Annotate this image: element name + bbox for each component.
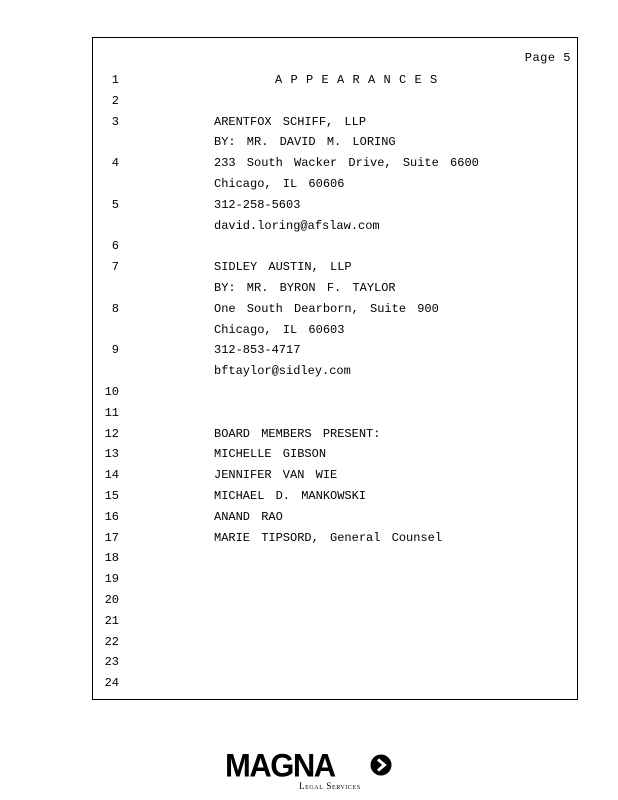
line-number: 24: [104, 676, 119, 691]
line-number: 17: [104, 530, 119, 545]
line-number: 20: [104, 592, 119, 607]
magna-logo: [225, 748, 405, 794]
transcript-line: [93, 528, 577, 549]
transcript-line: [93, 382, 577, 403]
appearances-heading: APPEARANCES: [275, 73, 446, 87]
transcript-line: [93, 403, 577, 424]
line-number: 12: [104, 426, 119, 441]
line-text: JENNIFER VAN WIE: [214, 468, 338, 483]
transcript-line: [93, 590, 577, 611]
transcript-line: [93, 569, 577, 590]
line-number: 22: [104, 634, 119, 649]
transcript-line: [93, 153, 577, 174]
line-text: MICHELLE GIBSON: [214, 447, 327, 462]
transcript-line: [93, 278, 577, 299]
transcript-line: [93, 611, 577, 632]
transcript-line: [93, 174, 577, 195]
transcript-line: [93, 548, 577, 569]
line-number: 15: [104, 488, 119, 503]
line-text: SIDLEY AUSTIN, LLP: [214, 260, 352, 275]
transcript-line: [93, 444, 577, 465]
line-number: 6: [111, 239, 119, 254]
transcript-line: [93, 132, 577, 153]
line-text: BY: MR. BYRON F. TAYLOR: [214, 280, 396, 295]
line-text: One South Dearborn, Suite 900: [214, 301, 439, 316]
page-number: Page 5: [524, 51, 571, 65]
transcript-line: [93, 112, 577, 133]
line-number: 2: [111, 93, 119, 108]
line-text: BOARD MEMBERS PRESENT:: [214, 426, 381, 441]
transcript-line: [93, 673, 577, 694]
transcript-line: [93, 486, 577, 507]
line-text: 312-853-4717: [214, 343, 301, 358]
transcript-line: [93, 465, 577, 486]
transcript-line: [93, 320, 577, 341]
line-number: 3: [111, 114, 119, 129]
transcript-line: [93, 361, 577, 382]
transcript-line: [93, 299, 577, 320]
arrow-circle-icon: [370, 754, 392, 776]
line-text: Chicago, IL 60603: [214, 322, 345, 337]
line-number: 9: [111, 343, 119, 358]
line-text: MARIE TIPSORD, General Counsel: [214, 530, 443, 545]
line-text: david.loring@afslaw.com: [214, 218, 380, 233]
line-text: Chicago, IL 60606: [214, 176, 345, 191]
transcript-line: [93, 195, 577, 216]
transcript-line: [93, 632, 577, 653]
line-text: bftaylor@sidley.com: [214, 364, 351, 379]
transcript-line: [93, 340, 577, 361]
line-number: 1: [111, 73, 119, 87]
line-number: 21: [104, 613, 119, 628]
line-number: 5: [111, 197, 119, 212]
line-number: 19: [104, 572, 119, 587]
line-number: 7: [111, 260, 119, 275]
transcript-line: [93, 507, 577, 528]
transcript-line: [93, 424, 577, 445]
transcript-line: [93, 236, 577, 257]
transcript-line: [93, 652, 577, 673]
line-number: 16: [104, 509, 119, 524]
transcript-page: [92, 37, 578, 700]
line-text: ANAND RAO: [214, 509, 283, 524]
logo-subtitle: Legal Services: [299, 781, 361, 791]
line-text: MICHAEL D. MANKOWSKI: [214, 488, 367, 503]
transcript-lines: [93, 70, 577, 694]
logo-wordmark: MAGNA: [225, 746, 335, 784]
transcript-line: [93, 91, 577, 112]
transcript-line: [93, 216, 577, 237]
line-number: 23: [104, 655, 119, 670]
line-text: 233 South Wacker Drive, Suite 6600: [214, 156, 479, 171]
line-number: 18: [104, 551, 119, 566]
line-number: 10: [104, 384, 119, 399]
line-number: 14: [104, 468, 119, 483]
line-text: 312-258-5603: [214, 197, 301, 212]
line-number: 11: [104, 405, 119, 420]
transcript-line: [93, 70, 577, 91]
transcript-line: [93, 257, 577, 278]
line-text: BY: MR. DAVID M. LORING: [214, 135, 396, 150]
line-number: 8: [111, 301, 119, 316]
line-text: ARENTFOX SCHIFF, LLP: [214, 114, 367, 129]
line-number: 13: [104, 447, 119, 462]
line-number: 4: [111, 156, 119, 171]
